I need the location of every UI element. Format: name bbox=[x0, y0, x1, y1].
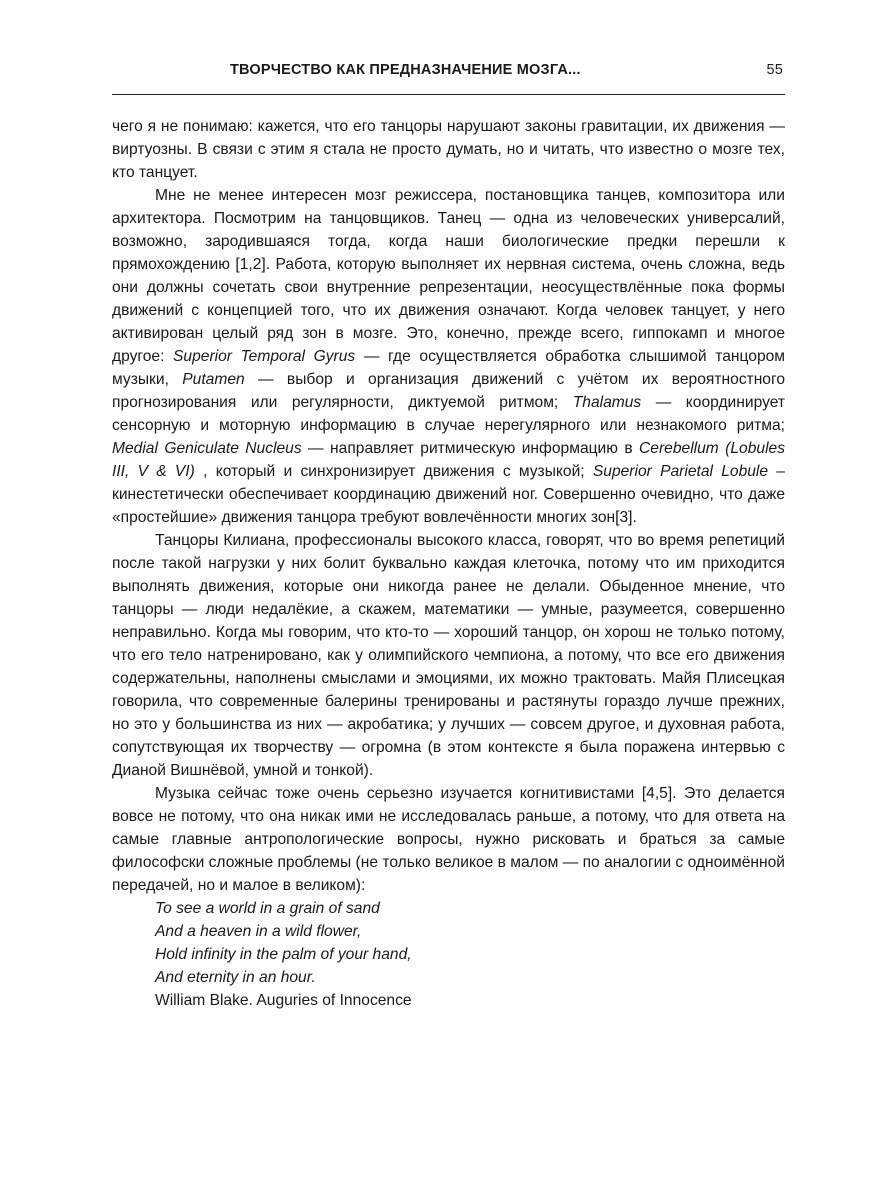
paragraph-4 bbox=[112, 782, 785, 897]
latin-term: Superior Parietal Lobule bbox=[592, 463, 769, 480]
latin-term: Superior Temporal Gyrus bbox=[173, 348, 356, 365]
poem-line: And eternity in an hour. bbox=[155, 969, 316, 986]
latin-term: Medial Geniculate Nucleus bbox=[112, 440, 302, 457]
text-run: — где осуществляется обработка слышимой танцором музыки, bbox=[112, 348, 786, 388]
paragraph-3 bbox=[112, 529, 785, 782]
poem-line: To see a world in a grain of sand bbox=[155, 900, 380, 917]
text-run: Танцоры Килиана, профессионалы высокого класса, говорят, что во время репетиций после такой нагрузки у них болит буквально каждая клеточка, потому что им приходится выполнять движения, которые они никогда ранее не делали. Обыденное мнение, что танцоры — люди недалёкие, а скажем, математики — умные, разумеется, совершенно неправильно. Когда мы говорим, что кто-то — хороший танцор, он хорош не только потому, что его тело натренировано, как у олимпийского чемпиона, а потому, что все его движения содержательны, наполнены смыслами и эмоциями, их можно трактовать. Майя Плисецкая говорила, что современные балерины тренированы и растянуты гораздо лучше прежних, но это у большинства из них — акробатика; у лучших — совсем другое, и духовная работа, сопутствующая их творчеству — огромна (в этом контексте я была поражена интервью с Дианой Вишнёвой, умной и тонкой). bbox=[112, 532, 785, 779]
text-run: — направляет ритмическую информацию в bbox=[301, 440, 640, 457]
text-run: Музыка сейчас тоже очень серьезно изучается когнитивистами [4,5]. Это делается вовсе не потому, что она никак ими не исследовалась раньше, а потому, что для ответа на самые главные антропологические вопросы, нужно рисковать и браться за самые философски сложные проблемы (не только великое в малом — по аналогии с одноимённой передачей, но и малое в великом): bbox=[112, 785, 785, 894]
header-rule bbox=[112, 94, 785, 95]
poem-line: And a heaven in a wild flower, bbox=[155, 923, 362, 940]
poem-attribution: William Blake. Auguries of Innocence bbox=[155, 992, 412, 1009]
poem-line: Hold infinity in the palm of your hand, bbox=[155, 946, 412, 963]
body-text bbox=[112, 115, 785, 1012]
running-header bbox=[112, 62, 785, 84]
paragraph-1 bbox=[112, 115, 785, 184]
poem-epigraph bbox=[112, 897, 785, 1012]
text-run: — координирует сенсорную и моторную информацию в случае нерегулярного или незнакомого ритма; bbox=[112, 394, 786, 434]
paragraph-2 bbox=[112, 184, 785, 529]
latin-term: Thalamus bbox=[572, 394, 642, 411]
latin-term: Cerebellum (Lobules III, V & VI) bbox=[112, 440, 786, 480]
text-run: – кинестетически обеспечивает координацию движений ног. Совершенно очевидно, что даже «простейшие» движения танцора требуют вовлечённости многих зон[3]. bbox=[112, 463, 785, 526]
text-run: — выбор и организация движений с учётом их вероятностного прогнозирования или регулярности, диктуемой ритмом; bbox=[112, 371, 785, 411]
running-title: ТВОРЧЕСТВО КАК ПРЕДНАЗНАЧЕНИЕ МОЗГА... bbox=[230, 62, 581, 78]
text-run: Мне не менее интересен мозг режиссера, постановщика танцев, композитора или архитектора. Посмотрим на танцовщиков. Танец — одна из человеческих универсалий, возможно, зародившаяся тогда, когда наши биологические предки перешли к прямохождению [1,2]. Работа, которую выполняет их нервная система, очень сложна, ведь они должны сочетать свои внутренние репрезентации, неосуществлённые пока формы движений с концепцией того, что их движения означают. Когда человек танцует, у него активирован целый ряд зон в мозге. Это, конечно, прежде всего, гиппокамп и многое другое: bbox=[112, 187, 785, 365]
text-run: чего я не понимаю: кажется, что его танцоры нарушают законы гравитации, их движения — виртуозны. В связи с этим я стала не просто думать, но и читать, что известно о мозге тех, кто танцует. bbox=[112, 118, 785, 181]
text-run: , который и синхронизирует движения с музыкой; bbox=[194, 463, 593, 480]
latin-term: Putamen bbox=[182, 371, 245, 388]
page-number: 55 bbox=[766, 62, 783, 78]
